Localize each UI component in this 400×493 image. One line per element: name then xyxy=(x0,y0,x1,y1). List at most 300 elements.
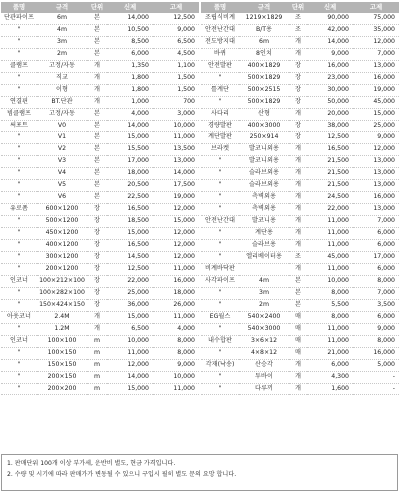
header-used-price: 고제 xyxy=(169,3,183,11)
table-body xyxy=(201,13,399,395)
cell-spec: 슬라브외용 xyxy=(239,168,289,180)
header-row xyxy=(201,2,399,13)
cell-spec: V4 xyxy=(37,168,87,180)
cell-new-price: 15,000 xyxy=(107,132,153,144)
header-unit: 단위 xyxy=(291,3,305,11)
table-row xyxy=(1,383,199,395)
table-row xyxy=(1,144,199,156)
table-row xyxy=(1,84,199,96)
cell-used-price: 14,000 xyxy=(153,168,199,180)
cell-new-price: 17,000 xyxy=(107,156,153,168)
cell-name: " xyxy=(201,204,239,216)
notes-box xyxy=(1,454,398,491)
cell-new-price: 22,500 xyxy=(107,192,153,204)
cell-spec: 슬라브용 xyxy=(239,240,289,252)
table-row xyxy=(1,240,199,252)
cell-spec: 150×424×150 xyxy=(37,299,87,311)
cell-spec: 슬라브외용 xyxy=(239,180,289,192)
cell-used-price: 7,000 xyxy=(353,216,399,228)
cell-new-price: 12,500 xyxy=(307,132,353,144)
cell-used-price: 11,000 xyxy=(153,311,199,323)
cell-new-price: 4,000 xyxy=(107,108,153,120)
cell-new-price: 20,000 xyxy=(307,108,353,120)
cell-spec: 3m xyxy=(37,36,87,48)
cell-used-price: 10,000 xyxy=(153,371,199,383)
cell-spec: BT.단관 xyxy=(37,96,87,108)
cell-spec: 측벽외용 xyxy=(239,204,289,216)
cell-new-price: 22,000 xyxy=(307,204,353,216)
cell-used-price: 75,000 xyxy=(353,13,399,24)
table-row xyxy=(201,240,399,252)
table-row xyxy=(201,192,399,204)
cell-unit: 장 xyxy=(87,299,107,311)
cell-spec: 산승각 xyxy=(239,359,289,371)
cell-unit: 본 xyxy=(87,120,107,132)
cell-name: 각재(낙송) xyxy=(201,359,239,371)
cell-name: " xyxy=(201,252,239,264)
cell-name: " xyxy=(1,48,37,60)
cell-new-price: 11,000 xyxy=(307,240,353,252)
cell-new-price: 11,000 xyxy=(107,347,153,359)
cell-used-price: 18,000 xyxy=(153,287,199,299)
cell-unit: 본 xyxy=(87,180,107,192)
cell-used-price: 16,000 xyxy=(353,72,399,84)
cell-used-price: 8,000 xyxy=(353,335,399,347)
cell-used-price: 26,000 xyxy=(153,299,199,311)
cell-used-price: 3,000 xyxy=(153,108,199,120)
table-row xyxy=(1,252,199,264)
cell-used-price: 9,000 xyxy=(153,359,199,371)
table-row xyxy=(1,335,199,347)
cell-spec: 500×1200 xyxy=(37,216,87,228)
cell-name: 사다리 xyxy=(201,108,239,120)
cell-new-price: 10,500 xyxy=(107,24,153,36)
cell-used-price: - xyxy=(353,383,399,395)
cell-used-price: 35,000 xyxy=(353,24,399,36)
cell-new-price: 8,000 xyxy=(307,287,353,299)
cell-name: 계단발판 xyxy=(201,132,239,144)
cell-unit: 매 xyxy=(289,323,307,335)
header-used-price: 고제 xyxy=(369,3,383,11)
cell-used-price: 700 xyxy=(153,96,199,108)
price-table-right xyxy=(201,2,399,395)
table-row xyxy=(201,60,399,72)
cell-used-price: 4,000 xyxy=(153,323,199,335)
cell-unit: 장 xyxy=(289,132,307,144)
cell-used-price: 8,000 xyxy=(353,275,399,287)
cell-name: " xyxy=(201,192,239,204)
cell-spec: 3×6×12 xyxy=(239,335,289,347)
cell-spec: V6 xyxy=(37,192,87,204)
table-row xyxy=(201,48,399,60)
cell-unit: 장 xyxy=(87,228,107,240)
table-row xyxy=(1,228,199,240)
cell-spec: 투바이 xyxy=(239,371,289,383)
cell-unit: 개 xyxy=(289,216,307,228)
cell-name: 연결핀 xyxy=(1,96,37,108)
cell-new-price: 16,500 xyxy=(307,144,353,156)
table-header xyxy=(201,2,399,13)
cell-new-price: 8,000 xyxy=(307,311,353,323)
table-row xyxy=(1,13,199,24)
cell-spec: 250×914 xyxy=(239,132,289,144)
table-row xyxy=(201,287,399,299)
header-new-price: 신제 xyxy=(323,3,337,11)
table-row xyxy=(1,120,199,132)
cell-new-price: 1,350 xyxy=(107,60,153,72)
cell-name: 브라켓 xyxy=(201,144,239,156)
table-row xyxy=(1,72,199,84)
cell-unit: 본 xyxy=(289,299,307,311)
cell-unit: 본 xyxy=(87,36,107,48)
cell-name: " xyxy=(1,168,37,180)
header-spec: 규격 xyxy=(55,3,69,11)
cell-unit: 개 xyxy=(289,228,307,240)
cell-new-price: 21,000 xyxy=(307,347,353,359)
table-row xyxy=(1,287,199,299)
cell-used-price: 13,000 xyxy=(353,168,399,180)
cell-used-price: 12,000 xyxy=(153,204,199,216)
header-row xyxy=(1,2,199,13)
cell-unit: 조 xyxy=(289,13,307,24)
cell-new-price: 15,000 xyxy=(107,311,153,323)
cell-unit: 본 xyxy=(289,275,307,287)
table-row xyxy=(201,144,399,156)
cell-used-price: 11,000 xyxy=(153,132,199,144)
cell-used-price: - xyxy=(353,371,399,383)
cell-used-price: 6,500 xyxy=(153,36,199,48)
cell-spec: 150×150 xyxy=(37,359,87,371)
cell-spec: 발코니용 xyxy=(239,216,289,228)
cell-unit: 장 xyxy=(289,60,307,72)
cell-spec: 300×1200 xyxy=(37,252,87,264)
cell-used-price: 8,000 xyxy=(153,347,199,359)
table-header xyxy=(1,2,199,13)
cell-new-price: 12,500 xyxy=(107,263,153,275)
cell-unit: 매 xyxy=(289,347,307,359)
price-table-left xyxy=(1,2,199,395)
cell-used-price: 13,000 xyxy=(353,60,399,72)
table-row xyxy=(201,383,399,395)
cell-new-price: 20,500 xyxy=(107,180,153,192)
cell-used-price: 5,000 xyxy=(353,359,399,371)
cell-new-price: 6,000 xyxy=(107,48,153,60)
cell-name: 클램프 xyxy=(1,60,37,72)
table-row xyxy=(201,228,399,240)
cell-unit: 본 xyxy=(87,192,107,204)
cell-unit: 개 xyxy=(289,383,307,395)
cell-new-price: 5,500 xyxy=(307,299,353,311)
table-row xyxy=(201,72,399,84)
cell-unit: m xyxy=(87,335,107,347)
cell-spec: 6m xyxy=(239,36,289,48)
cell-new-price: 11,000 xyxy=(307,216,353,228)
table-row xyxy=(201,108,399,120)
cell-used-price: 6,000 xyxy=(353,263,399,275)
table-row xyxy=(201,275,399,287)
cell-unit: 장 xyxy=(87,216,107,228)
table-row xyxy=(201,24,399,36)
cell-new-price: 45,000 xyxy=(307,252,353,264)
cell-spec: 450×1200 xyxy=(37,228,87,240)
cell-new-price: 18,000 xyxy=(107,168,153,180)
cell-spec: 500×1829 xyxy=(239,72,289,84)
cell-spec: 4m xyxy=(37,24,87,36)
cell-spec: V1 xyxy=(37,132,87,144)
table-row xyxy=(1,299,199,311)
cell-unit: 본 xyxy=(87,156,107,168)
cell-name: 인코너 xyxy=(1,275,37,287)
cell-new-price: 14,500 xyxy=(107,252,153,264)
cell-unit: 개 xyxy=(289,204,307,216)
table-row xyxy=(1,216,199,228)
cell-name: " xyxy=(1,371,37,383)
cell-spec: 2m xyxy=(239,299,289,311)
cell-unit: 매 xyxy=(289,335,307,347)
cell-new-price: 6,000 xyxy=(307,359,353,371)
cell-unit: 장 xyxy=(87,287,107,299)
header-name: 품명 xyxy=(12,3,26,11)
cell-new-price: 10,000 xyxy=(107,335,153,347)
cell-unit: 장 xyxy=(289,96,307,108)
cell-unit: 개 xyxy=(289,144,307,156)
header-unit: 단위 xyxy=(90,3,104,11)
cell-spec: 400×3000 xyxy=(239,120,289,132)
cell-unit: 개 xyxy=(289,192,307,204)
table-row xyxy=(1,96,199,108)
cell-unit: 본 xyxy=(87,108,107,120)
cell-used-price: 19,000 xyxy=(153,192,199,204)
table-row xyxy=(1,192,199,204)
cell-spec: 계단용 xyxy=(239,228,289,240)
cell-name: " xyxy=(1,347,37,359)
cell-unit: 장 xyxy=(87,252,107,264)
cell-new-price: 8,500 xyxy=(107,36,153,48)
cell-name: " xyxy=(201,383,239,395)
cell-name: " xyxy=(201,371,239,383)
cell-unit: 개 xyxy=(87,311,107,323)
table-row xyxy=(1,204,199,216)
cell-name: " xyxy=(201,72,239,84)
cell-name: 전도방지대 xyxy=(201,36,239,48)
cell-used-price: 6,000 xyxy=(353,311,399,323)
cell-unit: 본 xyxy=(87,24,107,36)
cell-new-price: 25,000 xyxy=(107,287,153,299)
cell-unit: 조 xyxy=(289,252,307,264)
cell-name: " xyxy=(201,299,239,311)
cell-new-price: 16,500 xyxy=(107,204,153,216)
cell-used-price: 13,000 xyxy=(353,156,399,168)
cell-name: " xyxy=(201,168,239,180)
cell-unit: 개 xyxy=(289,263,307,275)
cell-used-price: 9,000 xyxy=(153,24,199,36)
cell-name: 아웃코너 xyxy=(1,311,37,323)
cell-name: 비계바닥판 xyxy=(201,263,239,275)
cell-spec: 1.2M xyxy=(37,323,87,335)
cell-spec: 1219×1829 xyxy=(239,13,289,24)
cell-used-price: 12,000 xyxy=(353,144,399,156)
cell-spec: 4m xyxy=(239,275,289,287)
note-1: 1. 판매단위 100개 이상 부가세, 운반비 별도, 현금 가격입니다. xyxy=(7,460,176,467)
cell-new-price: 15,000 xyxy=(107,228,153,240)
cell-unit: 본 xyxy=(87,13,107,24)
cell-spec: 600×1200 xyxy=(37,204,87,216)
cell-unit: 장 xyxy=(87,204,107,216)
table-row xyxy=(1,311,199,323)
cell-unit: 개 xyxy=(289,359,307,371)
cell-spec: 100×150 xyxy=(37,347,87,359)
cell-name: 조립식비계 xyxy=(201,13,239,24)
cell-new-price: 21,500 xyxy=(307,180,353,192)
cell-unit: 개 xyxy=(87,96,107,108)
table-row xyxy=(201,299,399,311)
cell-name: " xyxy=(1,72,37,84)
cell-name: " xyxy=(1,132,37,144)
header-name: 품명 xyxy=(213,3,227,11)
cell-spec: 6m xyxy=(37,13,87,24)
cell-unit: 개 xyxy=(289,36,307,48)
table-row xyxy=(201,168,399,180)
cell-new-price: 14,000 xyxy=(107,13,153,24)
cell-unit: 장 xyxy=(87,275,107,287)
cell-name: " xyxy=(201,287,239,299)
table-row xyxy=(1,132,199,144)
cell-used-price: 12,000 xyxy=(353,36,399,48)
cell-unit: 개 xyxy=(289,371,307,383)
cell-name: " xyxy=(1,359,37,371)
cell-used-price: 17,000 xyxy=(353,252,399,264)
cell-new-price: 1,000 xyxy=(107,96,153,108)
table-body xyxy=(1,13,199,395)
table-row xyxy=(201,216,399,228)
table-row xyxy=(201,96,399,108)
cell-name: " xyxy=(1,252,37,264)
table-row xyxy=(201,13,399,24)
cell-new-price: 14,000 xyxy=(307,36,353,48)
table-row xyxy=(1,347,199,359)
cell-unit: 개 xyxy=(289,156,307,168)
cell-new-price: 23,000 xyxy=(307,72,353,84)
cell-name: " xyxy=(1,84,37,96)
cell-new-price: 11,000 xyxy=(307,323,353,335)
cell-unit: 본 xyxy=(87,144,107,156)
table-row xyxy=(201,156,399,168)
cell-unit: m xyxy=(87,383,107,395)
table-row xyxy=(201,335,399,347)
price-list xyxy=(1,2,399,395)
cell-unit: 개 xyxy=(289,48,307,60)
cell-new-price: 1,800 xyxy=(107,84,153,96)
cell-spec: 이형 xyxy=(37,84,87,96)
cell-name: " xyxy=(201,240,239,252)
cell-used-price: 13,000 xyxy=(153,156,199,168)
table-row xyxy=(1,371,199,383)
table-row xyxy=(1,275,199,287)
cell-name: 인코너 xyxy=(1,335,37,347)
cell-unit: 개 xyxy=(87,323,107,335)
cell-used-price: 1,500 xyxy=(153,84,199,96)
cell-used-price: 7,000 xyxy=(353,287,399,299)
table-row xyxy=(201,252,399,264)
cell-name: " xyxy=(201,96,239,108)
table-row xyxy=(1,263,199,275)
cell-used-price: 17,500 xyxy=(153,180,199,192)
cell-spec: 고정/자동 xyxy=(37,60,87,72)
cell-used-price: 1,100 xyxy=(153,60,199,72)
table-row xyxy=(201,84,399,96)
cell-new-price: 18,500 xyxy=(107,216,153,228)
cell-used-price: 15,000 xyxy=(153,216,199,228)
cell-spec: 100×282×100 xyxy=(37,287,87,299)
cell-spec: V3 xyxy=(37,156,87,168)
cell-used-price: 16,000 xyxy=(353,192,399,204)
cell-unit: 본 xyxy=(87,168,107,180)
cell-name: " xyxy=(1,263,37,275)
table-row xyxy=(201,120,399,132)
table-row xyxy=(201,371,399,383)
cell-name: " xyxy=(1,144,37,156)
table-row xyxy=(201,180,399,192)
cell-spec: 다루끼 xyxy=(239,383,289,395)
cell-name: 틀계단 xyxy=(201,84,239,96)
cell-used-price: 1,500 xyxy=(153,72,199,84)
cell-unit: 본 xyxy=(289,287,307,299)
cell-name: " xyxy=(1,156,37,168)
cell-spec: 500×2515 xyxy=(239,84,289,96)
table-row xyxy=(1,24,199,36)
cell-spec: 2m xyxy=(37,48,87,60)
cell-used-price: 12,500 xyxy=(153,13,199,24)
cell-unit: 개 xyxy=(87,72,107,84)
cell-new-price: 11,000 xyxy=(307,228,353,240)
cell-spec: V2 xyxy=(37,144,87,156)
cell-unit: m xyxy=(87,359,107,371)
cell-name: 안전난간대 xyxy=(201,24,239,36)
cell-name: " xyxy=(1,228,37,240)
cell-used-price: 13,000 xyxy=(353,204,399,216)
cell-used-price: 19,000 xyxy=(353,84,399,96)
cell-unit: m xyxy=(87,371,107,383)
cell-spec: 200×1200 xyxy=(37,263,87,275)
cell-new-price: 90,000 xyxy=(307,13,353,24)
cell-unit: 개 xyxy=(289,180,307,192)
cell-used-price: 10,000 xyxy=(153,120,199,132)
cell-spec: V5 xyxy=(37,180,87,192)
cell-used-price: 9,000 xyxy=(353,323,399,335)
cell-spec: V0 xyxy=(37,120,87,132)
cell-used-price: 13,000 xyxy=(353,180,399,192)
cell-new-price: 42,000 xyxy=(307,24,353,36)
cell-spec: 발코니외용 xyxy=(239,144,289,156)
cell-spec: 발코니외용 xyxy=(239,156,289,168)
cell-new-price: 11,000 xyxy=(307,263,353,275)
cell-new-price: 24,500 xyxy=(307,192,353,204)
table-row xyxy=(201,311,399,323)
table-row xyxy=(1,48,199,60)
cell-name: " xyxy=(1,216,37,228)
cell-new-price: 16,000 xyxy=(307,60,353,72)
cell-unit: 장 xyxy=(289,72,307,84)
cell-name: " xyxy=(201,228,239,240)
cell-spec: 4×8×12 xyxy=(239,347,289,359)
cell-used-price: 16,000 xyxy=(353,347,399,359)
cell-new-price: 9,000 xyxy=(307,48,353,60)
cell-new-price: 4,300 xyxy=(307,371,353,383)
table-row xyxy=(201,347,399,359)
table-row xyxy=(1,36,199,48)
cell-name: 내수합판 xyxy=(201,335,239,347)
cell-unit: m xyxy=(87,347,107,359)
